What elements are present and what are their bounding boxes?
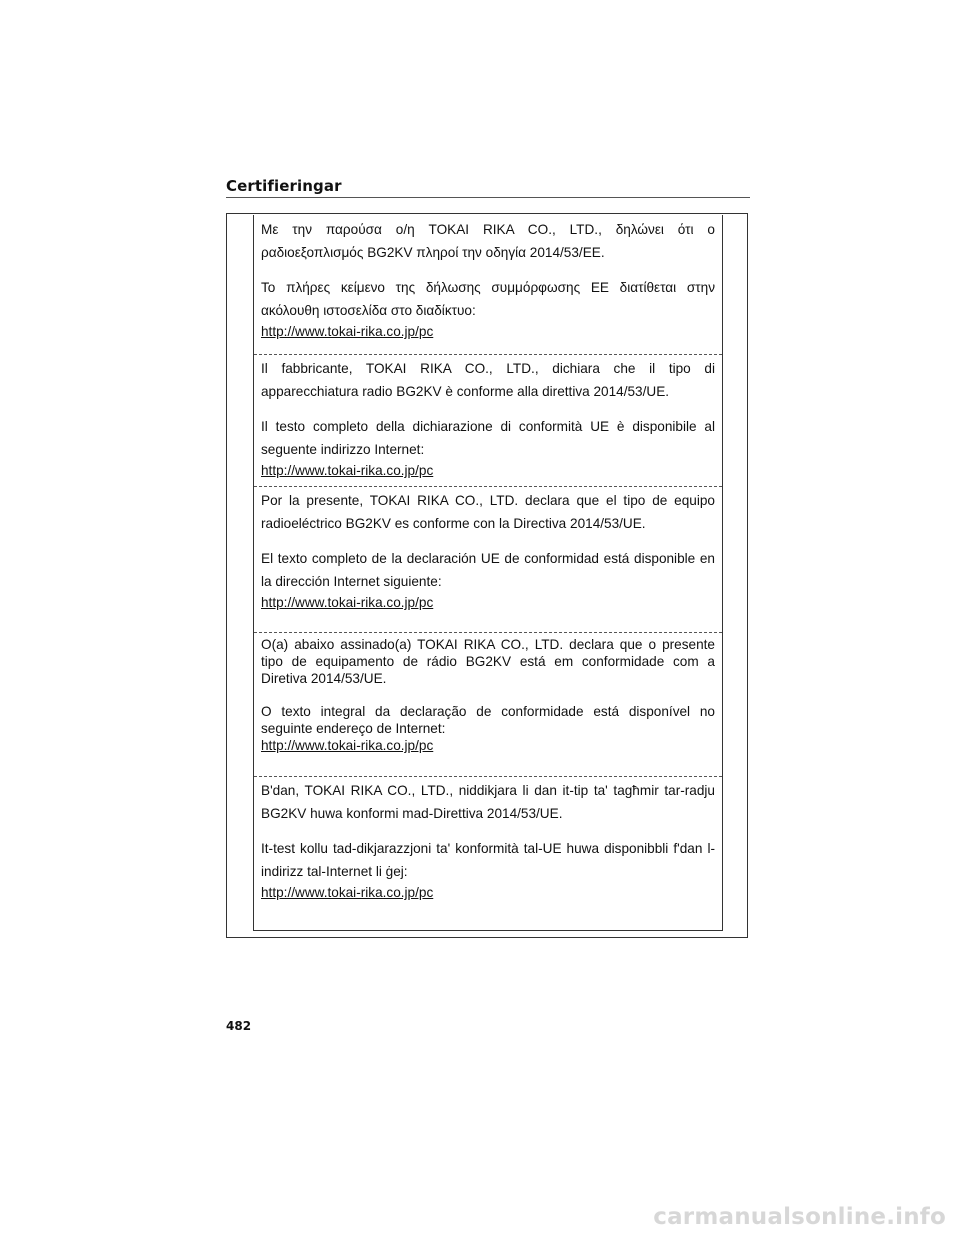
declaration-statement: Il fabbricante, TOKAI RIKA CO., LTD., dichiara che il tipo di apparecchiatura radio BG2KV è conforme alla direttiva 2014/53/UE.: [261, 361, 715, 399]
declaration-spanish: [254, 486, 722, 612]
declaration-availability: O texto integral da declaração de conformidade está disponível no seguinte endereço de Internet:: [261, 704, 715, 736]
declaration-italian: [254, 354, 722, 480]
declaration-maltese: [254, 776, 722, 902]
declaration-statement: B'dan, TOKAI RIKA CO., LTD., niddikjara li dan it-tip ta' tagħmir tar-radju BG2KV huwa konformi mad-Direttiva 2014/53/UE.: [261, 783, 715, 821]
declaration-statement: Με την παρούσα ο/η TOKAI RIKA CO., LTD., δηλώνει ότι ο ραδιοεξοπλισμός BG2KV πληροί την οδηγία 2014/53/EE.: [261, 222, 715, 260]
declaration-availability: Il testo completo della dichiarazione di conformità UE è disponibile al seguente indirizzo Internet:: [261, 419, 715, 457]
declaration-link[interactable]: http://www.tokai-rika.co.jp/pc: [261, 595, 434, 610]
declaration-statement: O(a) abaixo assinado(a) TOKAI RIKA CO., LTD. declara que o presente tipo de equipamento de rádio BG2KV está em conformidade com a Diretiva 2014/53/UE.: [261, 637, 715, 686]
declaration-link[interactable]: http://www.tokai-rika.co.jp/pc: [261, 463, 434, 478]
title-divider: [226, 197, 750, 198]
declaration-availability: El texto completo de la declaración UE de conformidad está disponible en la dirección Internet siguiente:: [261, 551, 715, 589]
declaration-availability: Το πλήρες κείμενο της δήλωσης συμμόρφωσης ΕΕ διατίθεται στην ακόλουθη ιστοσελίδα στο διαδίκτυο:: [261, 280, 715, 318]
declaration-greek: [254, 218, 722, 341]
declaration-statement: Por la presente, TOKAI RIKA CO., LTD. declara que el tipo de equipo radioeléctrico BG2KV es conforme con la Directiva 2014/53/UE.: [261, 493, 715, 531]
page-number: 482: [226, 1019, 252, 1033]
declaration-availability: It-test kollu tad-dikjarazzjoni ta' konformità tal-UE huwa disponibbli f'dan l-indirizz tal-Internet li ġej:: [261, 841, 715, 879]
declarations-table: [253, 215, 723, 931]
declaration-link[interactable]: http://www.tokai-rika.co.jp/pc: [261, 738, 434, 753]
declaration-link[interactable]: http://www.tokai-rika.co.jp/pc: [261, 324, 434, 339]
declaration-portuguese: [254, 632, 722, 755]
watermark-logo: carmanualsonline.info: [653, 1204, 946, 1230]
declaration-link[interactable]: http://www.tokai-rika.co.jp/pc: [261, 885, 434, 900]
section-title: Certifieringar: [226, 177, 342, 195]
